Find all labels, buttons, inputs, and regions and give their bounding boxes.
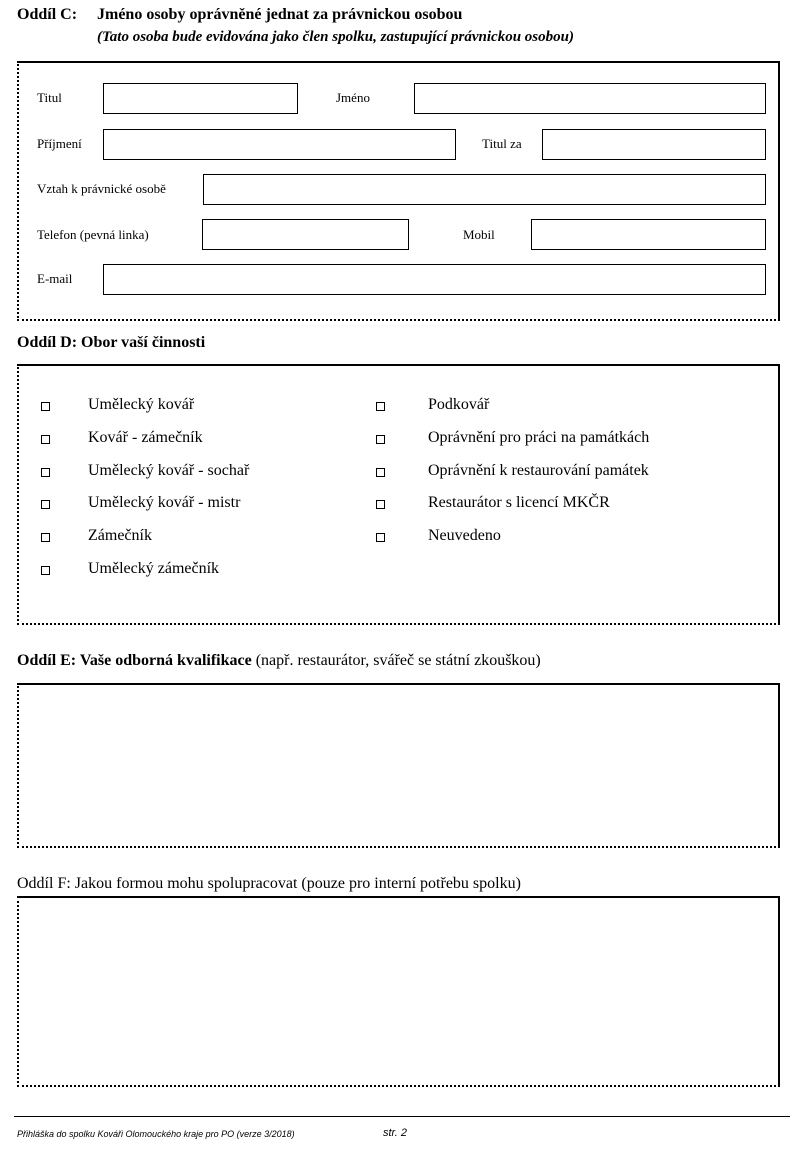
right-checkbox[interactable] [376, 435, 385, 444]
left-checkbox[interactable] [41, 402, 50, 411]
right-checkbox[interactable] [376, 468, 385, 477]
right-option-label: Neuvedeno [428, 527, 501, 545]
right-option-label: Restaurátor s licencí MKČR [428, 494, 610, 512]
titul-za-label: Titul za [482, 136, 522, 151]
section-e-title [17, 652, 541, 670]
left-option-label: Umělecký kovář - mistr [88, 494, 241, 512]
section-c-subtitle: (Tato osoba bude evidována jako člen spolku, zastupující právnickou osobou) [97, 29, 574, 45]
footer-page-number: str. 2 [383, 1127, 408, 1139]
left-checkbox[interactable] [41, 468, 50, 477]
titul-field[interactable] [103, 83, 298, 114]
left-option-label: Umělecký kovář - sochař [88, 461, 250, 479]
section-e-title-note: (např. restaurátor, svářeč se státní zkouškou) [251, 652, 541, 669]
left-option-label: Umělecký zámečník [88, 560, 220, 577]
left-checkbox[interactable] [41, 566, 50, 575]
left-option-label: Umělecký kovář [88, 396, 195, 413]
jmeno-field[interactable] [414, 83, 766, 114]
left-checkbox[interactable] [41, 500, 50, 509]
left-option-label: Kovář - zámečník [88, 428, 203, 446]
section-d-title: Oddíl D: Obor vaší činnosti [17, 334, 206, 351]
right-option-label: Podkovář [428, 396, 490, 413]
footer-divider [14, 1116, 790, 1117]
telefon-label: Telefon (pevná linka) [37, 227, 149, 242]
section-e-title-bold: Oddíl E: Vaše odborná kvalifikace [17, 652, 252, 669]
left-checkbox[interactable] [41, 533, 50, 542]
left-option-label: Zámečník [88, 527, 152, 545]
section-e-box[interactable] [17, 683, 780, 848]
telefon-field[interactable] [202, 219, 409, 250]
footer-text: Přihláška do spolku Kováři Olomouckého kraje pro PO (verze 3/2018) [17, 1129, 295, 1139]
jmeno-label: Jméno [336, 90, 370, 105]
right-checkbox[interactable] [376, 402, 385, 411]
section-c-title: Jméno osoby oprávněné jednat za právnickou osobou [97, 6, 463, 23]
section-f-title: Oddíl F: Jakou formou mohu spolupracovat (pouze pro interní potřebu spolku) [17, 875, 521, 892]
right-option-label: Oprávnění k restaurování památek [428, 461, 649, 479]
right-checkbox[interactable] [376, 533, 385, 542]
right-option-label: Oprávnění pro práci na památkách [428, 428, 650, 446]
vztah-field[interactable] [203, 174, 766, 205]
titul-label: Titul [37, 90, 62, 105]
vztah-label: Vztah k právnické osobě [37, 181, 166, 196]
email-label: E-mail [37, 271, 73, 286]
section-f-box[interactable] [17, 896, 780, 1087]
email-field[interactable] [103, 264, 766, 295]
mobil-label: Mobil [463, 227, 495, 242]
section-c-label: Oddíl C: [17, 6, 78, 23]
prijmeni-label: Příjmení [37, 136, 82, 151]
titul-za-field[interactable] [542, 129, 766, 160]
right-checkbox[interactable] [376, 500, 385, 509]
mobil-field[interactable] [531, 219, 766, 250]
prijmeni-field[interactable] [103, 129, 456, 160]
left-checkbox[interactable] [41, 435, 50, 444]
